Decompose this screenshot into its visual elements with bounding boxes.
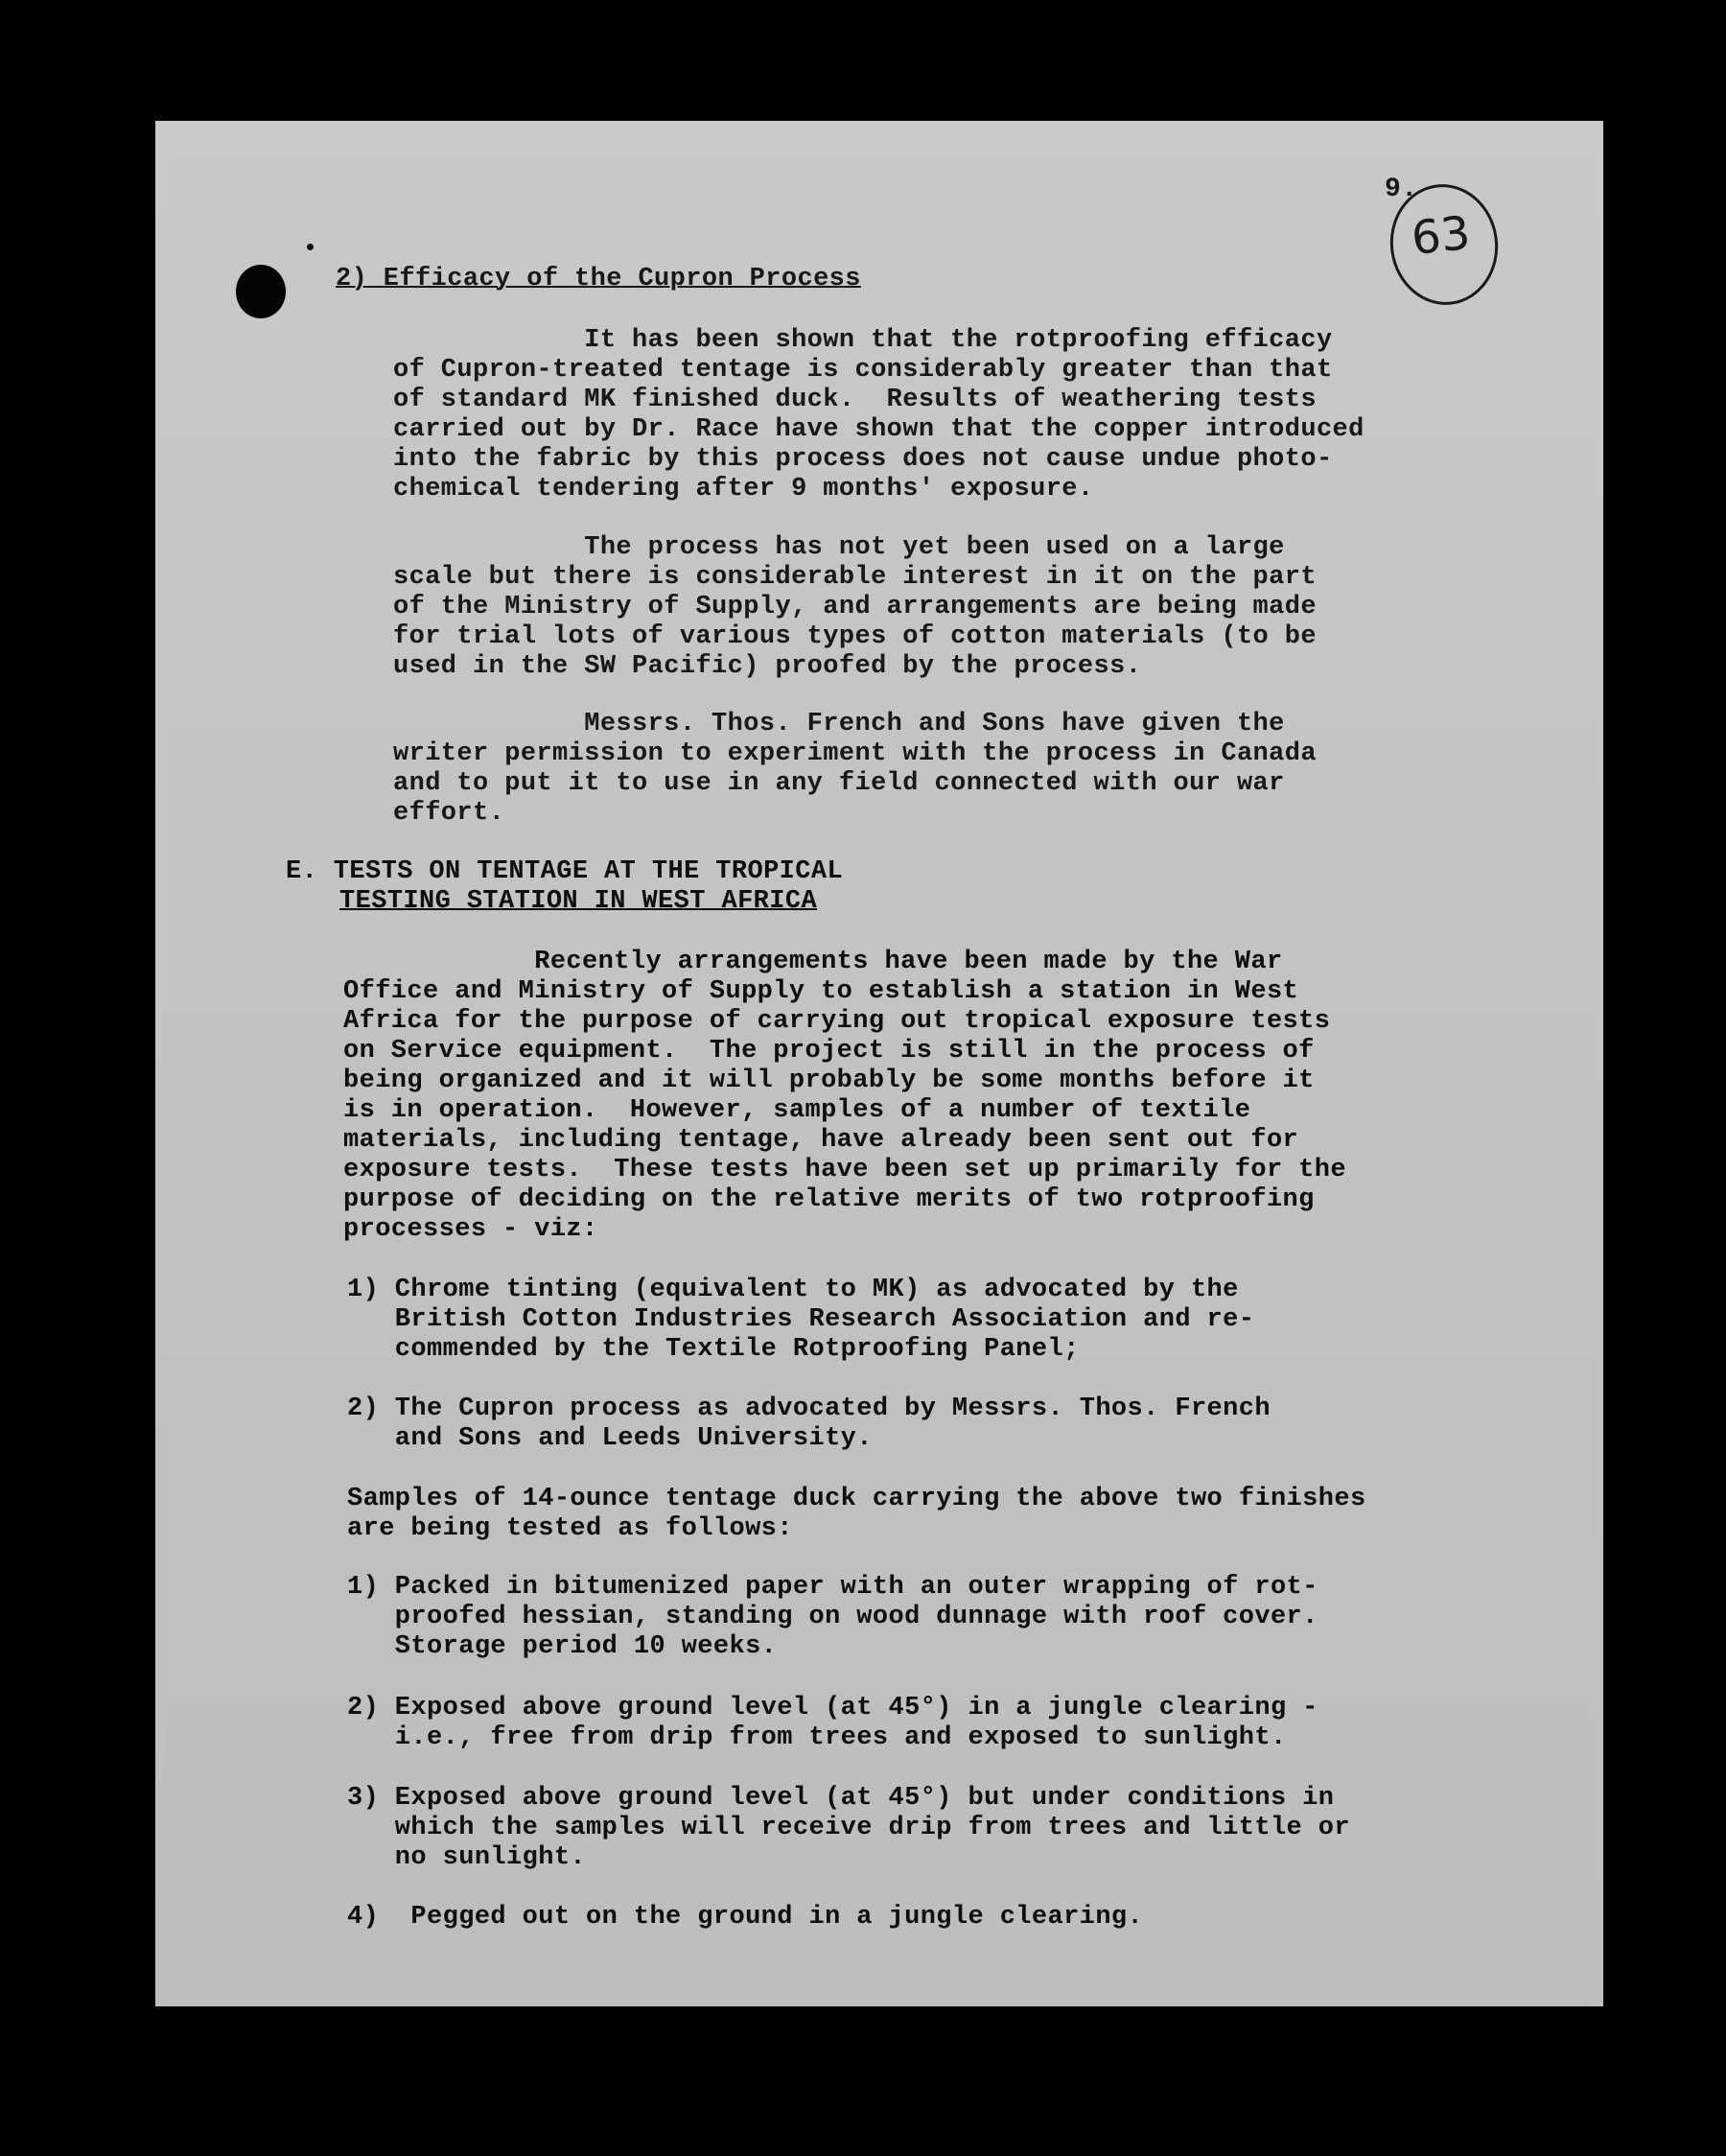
paragraph-samples-intro: Samples of 14-ounce tentage duck carrying the above two finishes are being tested as follows: bbox=[347, 1485, 1366, 1543]
folio-number: 63 bbox=[1409, 205, 1473, 267]
paragraph-process-scale: The process has not yet been used on a large scale but there is considerable interest in it on the part of the Ministry of Supply, and arrangements are being made for trial lots of various types of cotton materials (to be used in the SW Pacific) proofed by the process. bbox=[393, 533, 1317, 681]
page-number: 9. bbox=[1385, 175, 1418, 204]
paragraph-permission: Messrs. Thos. French and Sons have given the writer permission to experiment with the process in Canada and to put it to use in any field connected with our war effort. bbox=[393, 710, 1317, 828]
process-item-cupron: 2) The Cupron process as advocated by Messrs. Thos. French and Sons and Leeds University. bbox=[347, 1394, 1271, 1453]
test-item-packed: 1) Packed in bitumenized paper with an outer wrapping of rot- proofed hessian, standing on wood dunnage with roof cover. Storage period 10 weeks. bbox=[347, 1573, 1318, 1661]
test-item-pegged: 4) Pegged out on the ground in a jungle clearing. bbox=[347, 1903, 1144, 1932]
test-item-drip: 3) Exposed above ground level (at 45°) but under conditions in which the samples will receive drip from trees and little or no sunlight. bbox=[347, 1784, 1350, 1872]
process-item-chrome: 1) Chrome tinting (equivalent to MK) as advocated by the British Cotton Industries Research Association and re- commended by the Textile Rotproofing Panel; bbox=[347, 1276, 1255, 1364]
ink-speck bbox=[307, 244, 314, 250]
hole-punch-mark bbox=[236, 265, 286, 318]
test-item-clearing-sunlight: 2) Exposed above ground level (at 45°) in a jungle clearing - i.e., free from drip from trees and exposed to sunlight. bbox=[347, 1694, 1318, 1752]
paragraph-west-africa-station: Recently arrangements have been made by the War Office and Ministry of Supply to establish a station in West Africa for the purpose of carrying out tropical exposure tests on Service equipment. The project is still in the process of being organized and it will probably be some months before it is in operation. However, samples of a number of textile materials, including tentage, have already been sent out for exposure tests. These tests have been set up primarily for the purpose of deciding on the relative merits of two rotproofing processes - viz: bbox=[343, 948, 1346, 1244]
section-heading-e-line2: TESTING STATION IN WEST AFRICA bbox=[339, 887, 818, 916]
section-heading-efficacy: 2) Efficacy of the Cupron Process bbox=[336, 265, 861, 293]
section-heading-e-line1: E. TESTS ON TENTAGE AT THE TROPICAL bbox=[286, 857, 844, 886]
document-page bbox=[155, 121, 1603, 2006]
paragraph-efficacy-results: It has been shown that the rotproofing efficacy of Cupron-treated tentage is considerably greater than that of standard MK finished duck. Results of weathering tests carried out by Dr. Race have shown that the copper introduced into the fabric by this process does not cause undue photo- chemical tendering after 9 months' exposure. bbox=[393, 326, 1364, 504]
